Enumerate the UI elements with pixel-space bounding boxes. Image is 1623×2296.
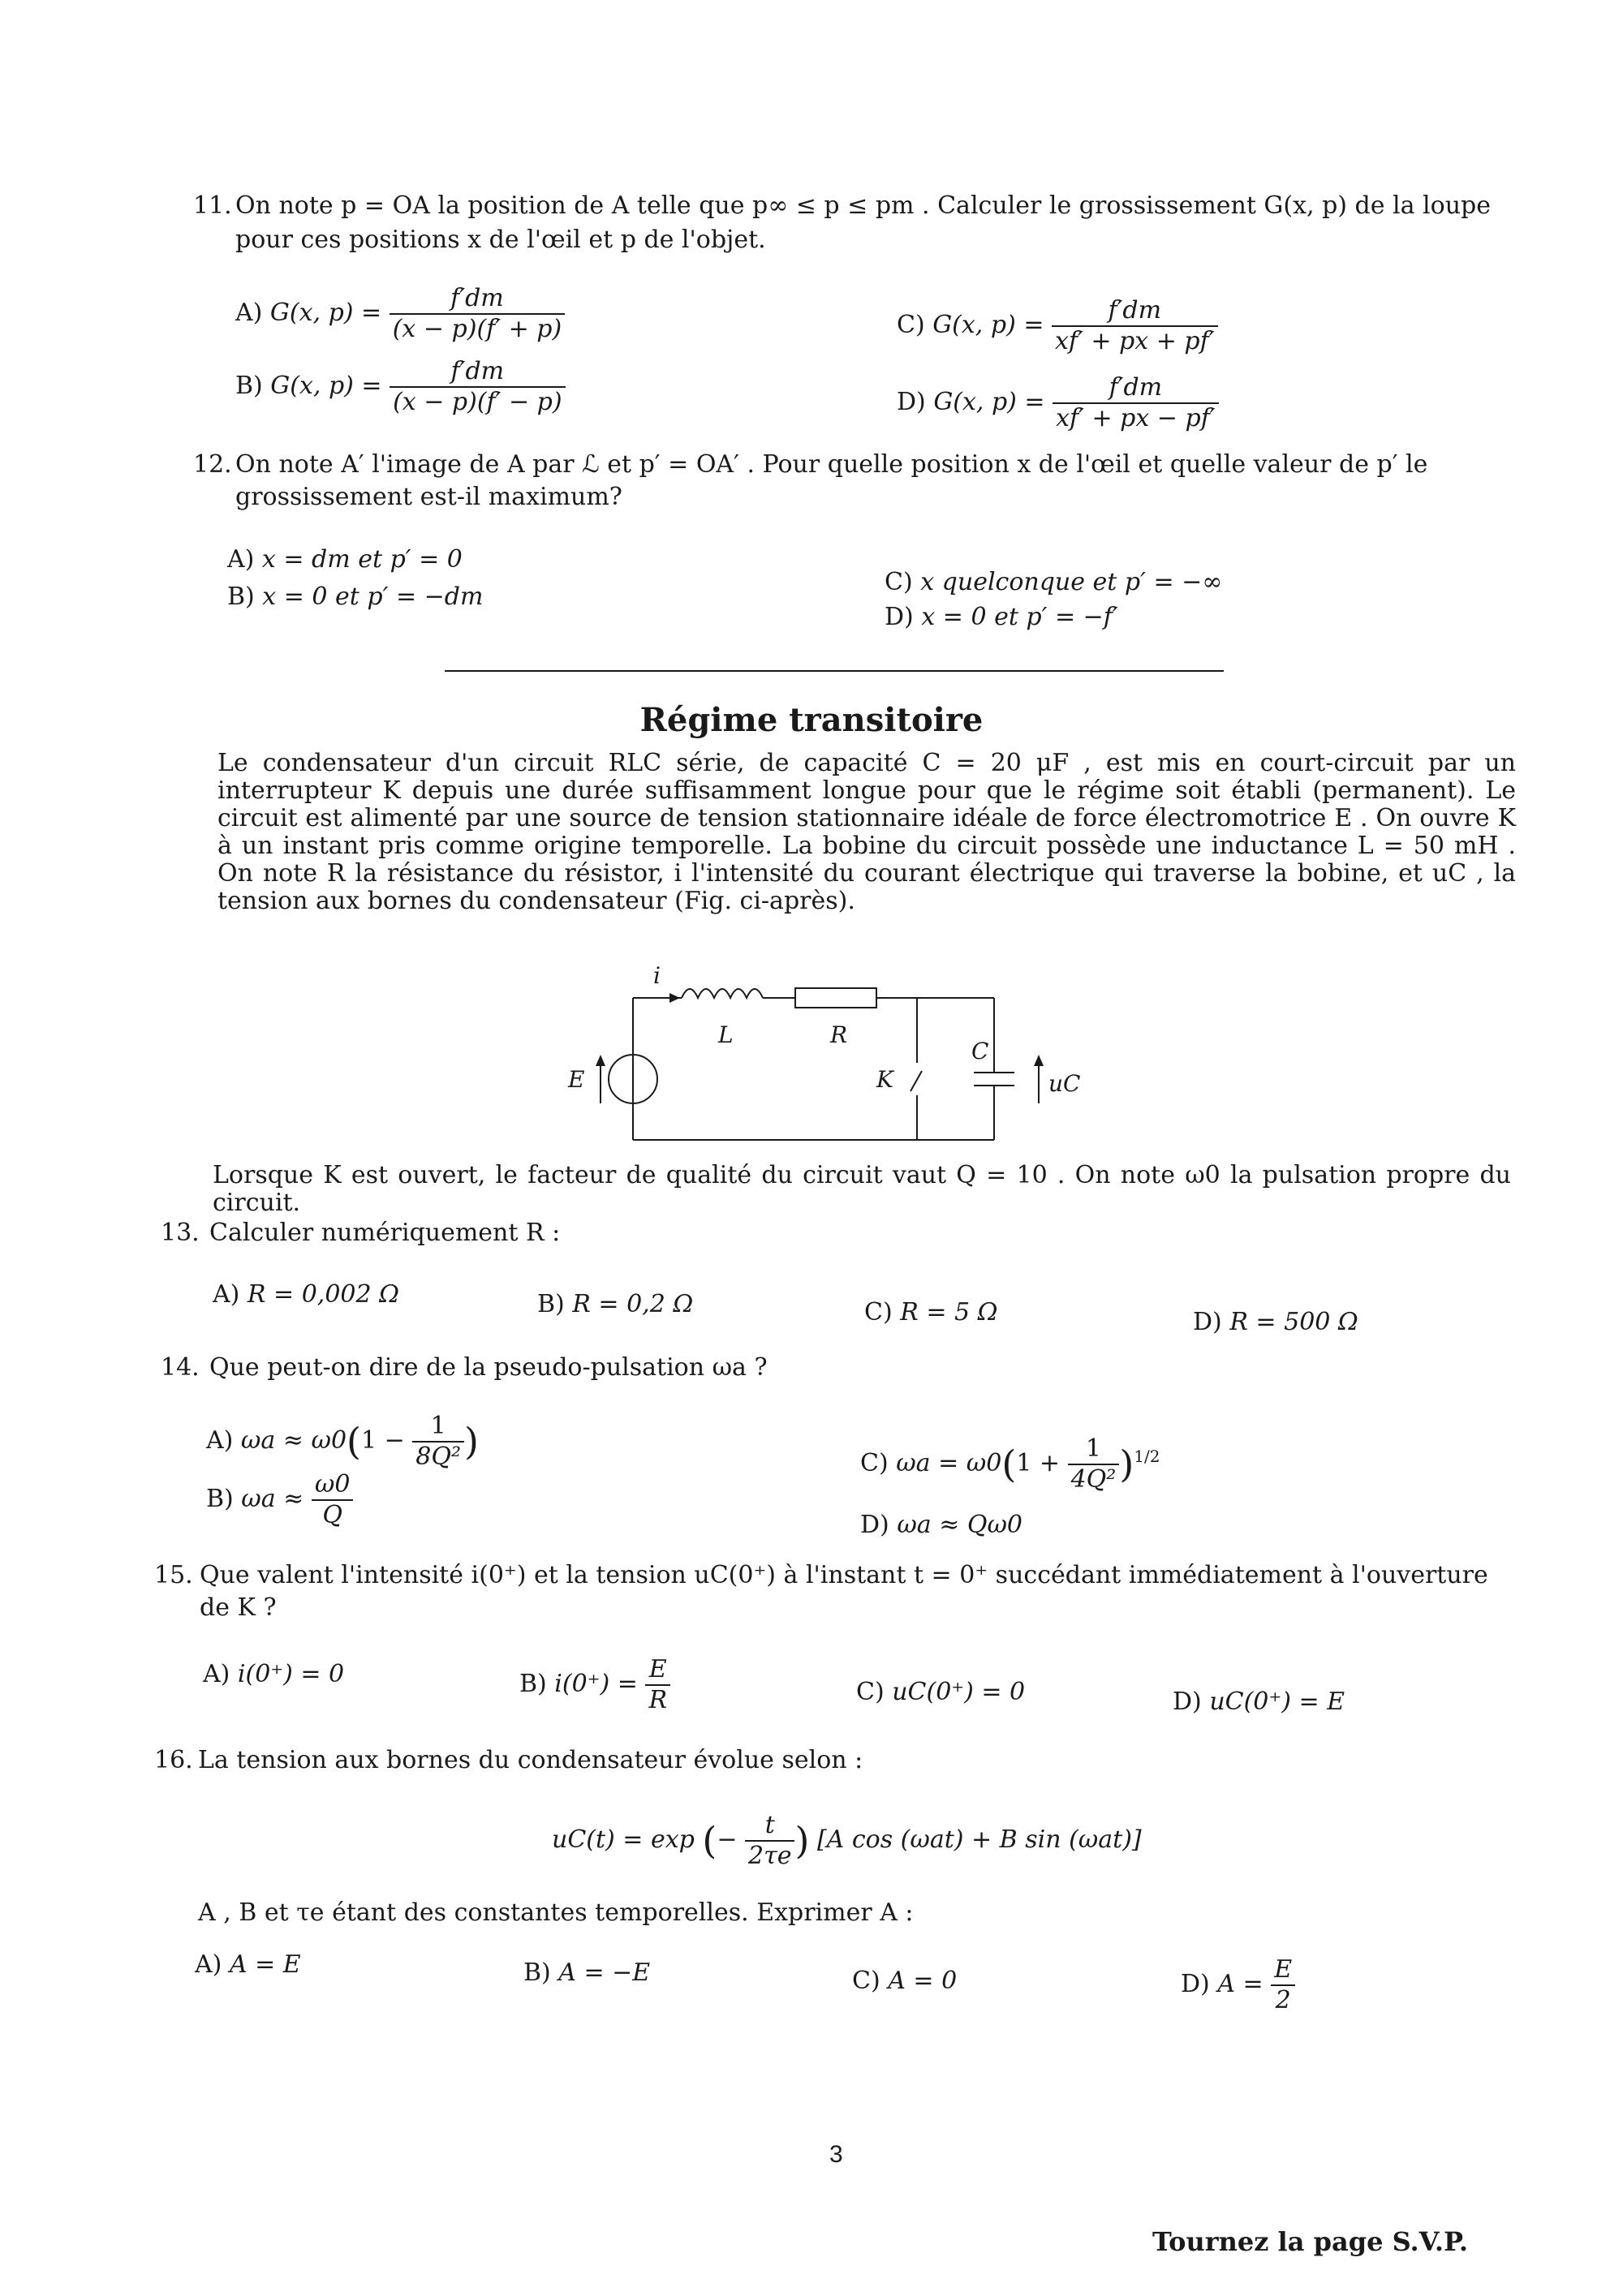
q15-b-fraction: $\frac{E}{R}$ [645, 1655, 670, 1715]
q11-answer-d[interactable]: D) G(x, p) = $\frac{f'dm}{xf' + px - pf'}$ [897, 373, 1219, 433]
q12-answer-b[interactable]: B) x = 0 et p′ = −dm [227, 583, 484, 611]
q13-text: Calculer numériquement R : [209, 1219, 561, 1247]
q16-answer-c[interactable]: C) A = 0 [852, 1967, 958, 1995]
q15-answer-a[interactable]: A) i(0⁺) = 0 [203, 1660, 345, 1688]
switch-k-branch [911, 998, 922, 1140]
q14-answer-d[interactable]: D) ωa ≈ Qω0 [860, 1511, 1023, 1539]
q11-b-fraction: $\frac{f'dm}{(x - p)(f' - p)}$ [390, 357, 565, 417]
q11-line2: pour ces positions x de l'œil et p de l'objet. [235, 226, 766, 254]
q16-text: La tension aux bornes du condensateur évolue selon : [198, 1746, 863, 1774]
q14-b-fraction: $\frac{\omega 0}{Q}$ [312, 1470, 354, 1530]
q16-number: 16. [154, 1746, 193, 1774]
q12-answer-a[interactable]: A) x = dm et p′ = 0 [227, 545, 463, 574]
q16-answer-b[interactable]: B) A = −E [523, 1958, 651, 1987]
label-c: C [971, 1038, 989, 1064]
q13-answer-d[interactable]: D) R = 500 Ω [1193, 1308, 1358, 1336]
q16-d-fraction: $\frac{E}{2}$ [1271, 1955, 1295, 2015]
q16-equation: uC(t) = exp (− $\frac{t}{2\tau e}$ ) [A cos (ωat) + B sin (ωat)] [552, 1811, 1142, 1870]
inductor-coil [682, 989, 763, 998]
section-intro: Le condensateur d'un circuit RLC série, de capacité C = 20 μF , est mis en court-circuit par un interrupteur K depuis une durée suffisamment longue pour que le régime soit établi (permanent). Le circuit est alimenté par une source de tension stationnaire idéale de force électromotrice E . On ouvre K à un instant pris comme origine temporelle. La bobine du circuit possède une inductance L = 50 mH . On note R la résistance du résistor, i l'intensité du courant électrique qui traverse la bobine, et uC , la tension aux bornes du condensateur (Fig. ci-après). [217, 749, 1516, 915]
q15-answer-d[interactable]: D) uC(0⁺) = E [1173, 1688, 1345, 1716]
q15-answer-c[interactable]: C) uC(0⁺) = 0 [856, 1678, 1026, 1706]
q11-line1: On note p = OA la position de A telle que p∞ ≤ p ≤ pm . Calculer le grossissement G(x, p) de la loupe [235, 191, 1491, 220]
q14-answer-b[interactable]: B) ωa ≈ $\frac{\omega 0}{Q}$ [206, 1470, 353, 1530]
q11-answer-a[interactable]: A) G(x, p) = $\frac{f'dm}{(x - p)(f' + p)}$ [235, 284, 565, 344]
q11-number: 11. [193, 191, 232, 220]
e-arrowhead [596, 1055, 605, 1066]
q15-line1: Que valent l'intensité i(0⁺) et la tension uC(0⁺) à l'instant t = 0⁺ succédant immédiatement à l'ouverture [200, 1561, 1488, 1589]
label-e: E [568, 1066, 585, 1093]
q14-answer-c[interactable]: C) ωa = ω0(1 + $\frac{1}{\text{4Q²}}$ )$^{1/2}$ [860, 1434, 1160, 1494]
q12-line1: On note A′ l'image de A par ℒ et p′ = OA′ . Pour quelle position x de l'œil et quelle valeur de p′ le [235, 450, 1428, 479]
q15-line2: de K ? [200, 1593, 277, 1622]
label-r: R [830, 1021, 848, 1048]
q14-answer-a[interactable]: A) ωa ≈ ω0(1 − $\frac{1}{\text{8Q²}}$ ) [206, 1412, 479, 1471]
q11-c-fraction: $\frac{f'dm}{xf' + px + pf'}$ [1052, 296, 1218, 356]
q11-answer-b[interactable]: B) G(x, p) = $\frac{f'dm}{(x - p)(f' - p)}$ [235, 357, 566, 417]
q16-answer-d[interactable]: D) A = $\frac{E}{2}$ [1181, 1955, 1295, 2015]
q12-answer-c[interactable]: C) x quelconque et p′ = −∞ [885, 568, 1223, 596]
resistor [795, 988, 876, 1008]
q16-after: A , B et τe étant des constantes temporelles. Exprimer A : [198, 1898, 914, 1927]
label-k: K [876, 1066, 893, 1093]
q14-a-fraction: $\frac{1}{\text{8Q²}}$ [412, 1412, 464, 1472]
rlc-circuit-figure [552, 965, 1087, 1160]
capacitor-plates [974, 1073, 1014, 1086]
q11-a-fraction: $\frac{f'dm}{(x - p)(f' + p)}$ [390, 284, 565, 344]
q15-number: 15. [154, 1561, 193, 1589]
turn-page-note: Tournez la page S.V.P. [1152, 2226, 1468, 2257]
q16-answer-a[interactable]: A) A = E [195, 1950, 301, 1979]
section-after-figure: Lorsque K est ouvert, le facteur de qualité du circuit vaut Q = 10 . On note ω0 la pulsation propre du circuit. [213, 1161, 1511, 1217]
current-arrowhead [669, 993, 680, 1003]
q11-answer-c[interactable]: C) G(x, p) = $\frac{f'dm}{xf' + px + pf'}$ [897, 296, 1218, 356]
section-divider [445, 670, 1224, 672]
q12-line2: grossissement est-il maximum? [235, 483, 622, 511]
q13-answer-a[interactable]: A) R = 0,002 Ω [213, 1280, 400, 1309]
page-number: 3 [829, 2141, 843, 2168]
q11-d-fraction: $\frac{f'dm}{xf' + px - pf'}$ [1053, 373, 1219, 433]
section-title: Régime transitoire [639, 701, 984, 739]
q13-number: 13. [161, 1219, 200, 1247]
label-uc: uC [1048, 1070, 1081, 1097]
uc-arrowhead [1034, 1055, 1044, 1066]
q14-number: 14. [161, 1353, 200, 1382]
label-i: i [653, 965, 661, 989]
label-l: L [718, 1021, 734, 1048]
q12-number: 12. [193, 450, 232, 479]
q15-answer-b[interactable]: B) i(0⁺) = $\frac{E}{R}$ [519, 1655, 670, 1715]
q12-answer-d[interactable]: D) x = 0 et p′ = −f′ [885, 603, 1118, 631]
q13-answer-c[interactable]: C) R = 5 Ω [864, 1298, 998, 1326]
q14-c-fraction: $\frac{1}{\text{4Q²}}$ [1068, 1434, 1120, 1494]
q16-eq-fraction: $\frac{t}{2\tau e}$ [745, 1811, 794, 1871]
q14-text: Que peut-on dire de la pseudo-pulsation ωa ? [209, 1353, 768, 1382]
q13-answer-b[interactable]: B) R = 0,2 Ω [537, 1290, 694, 1318]
